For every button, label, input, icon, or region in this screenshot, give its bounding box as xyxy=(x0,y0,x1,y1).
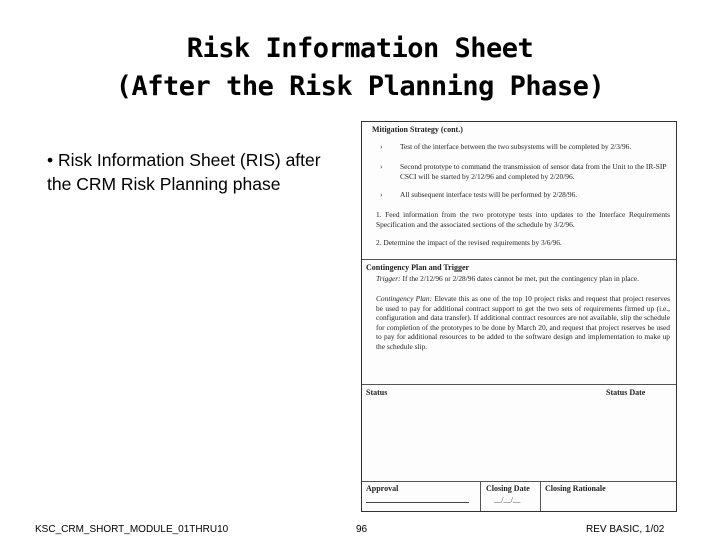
footer-page-number: 96 xyxy=(356,524,368,535)
bullet-marker: › xyxy=(380,162,383,171)
closing-date-label: Closing Date xyxy=(486,484,530,493)
closing-rationale-label: Closing Rationale xyxy=(545,484,606,493)
bullet-marker: › xyxy=(380,190,383,199)
divider xyxy=(540,482,541,511)
mitigation-sub-item-3: All subsequent interface tests will be performed by 2/28/96. xyxy=(400,190,578,199)
contingency-section xyxy=(362,260,676,385)
mitigation-section xyxy=(362,122,676,260)
contingency-plan-label: Contingency Plan: xyxy=(376,294,433,303)
mitigation-header: Mitigation Strategy (cont.) xyxy=(372,125,463,134)
approval-label: Approval xyxy=(366,484,399,493)
trigger-line xyxy=(376,274,670,284)
risk-information-sheet xyxy=(361,121,677,512)
trigger-text: If the 2/12/96 or 2/28/96 dates cannot be met, put the contingency plan in place. xyxy=(402,274,639,283)
closing-date-value: __/__/__ xyxy=(494,495,521,504)
footer-revision: REV BASIC, 1/02 xyxy=(586,524,665,535)
mitigation-step-1: 1. Feed information from the two prototype tests into updates to the Interface Requirements Specification and the associated sections of the schedule by 3/2/96. xyxy=(376,210,670,229)
slide-title-line-2: (After the Risk Planning Phase) xyxy=(115,71,605,102)
contingency-plan xyxy=(376,294,670,352)
mitigation-sub-item-2: Second prototype to command the transmission of sensor data from the Unit to the IR-SIP CSCI will be started by 2/12/96 and completed by 2/20/96. xyxy=(400,162,667,181)
bullet-text: • Risk Information Sheet (RIS) after the CRM Risk Planning phase xyxy=(47,150,321,194)
mitigation-step-2: 2. Determine the impact of the revised requirements by 3/6/96. xyxy=(376,238,562,247)
status-section xyxy=(362,385,676,482)
divider xyxy=(480,482,481,511)
bullet-marker: › xyxy=(380,142,383,151)
trigger-label: Trigger: xyxy=(376,274,401,283)
slide-title-line-1: Risk Information Sheet xyxy=(186,33,534,64)
contingency-plan-text: Elevate this as one of the top 10 project risks and request that project reserves be used to pay for additional contract support to get the two sets of requirements firmed up (i.e., configuration and data transfer). If additional contract resources are not available, slip the schedule for completion of the prototypes to be done by March 20, and request that project reserves be used to pay for additional resources to be added to the software design and implementation to make up the schedule slip. xyxy=(376,294,670,351)
status-date-label: Status Date xyxy=(606,388,646,397)
approval-section xyxy=(362,482,676,511)
footer-module-id: KSC_CRM_SHORT_MODULE_01THRU10 xyxy=(35,524,229,535)
contingency-header: Contingency Plan and Trigger xyxy=(366,263,470,272)
mitigation-sub-item-1: Test of the interface between the two subsystems will be completed by 2/3/96. xyxy=(400,142,632,151)
approval-signature-line xyxy=(366,502,469,503)
status-label: Status xyxy=(366,388,388,397)
